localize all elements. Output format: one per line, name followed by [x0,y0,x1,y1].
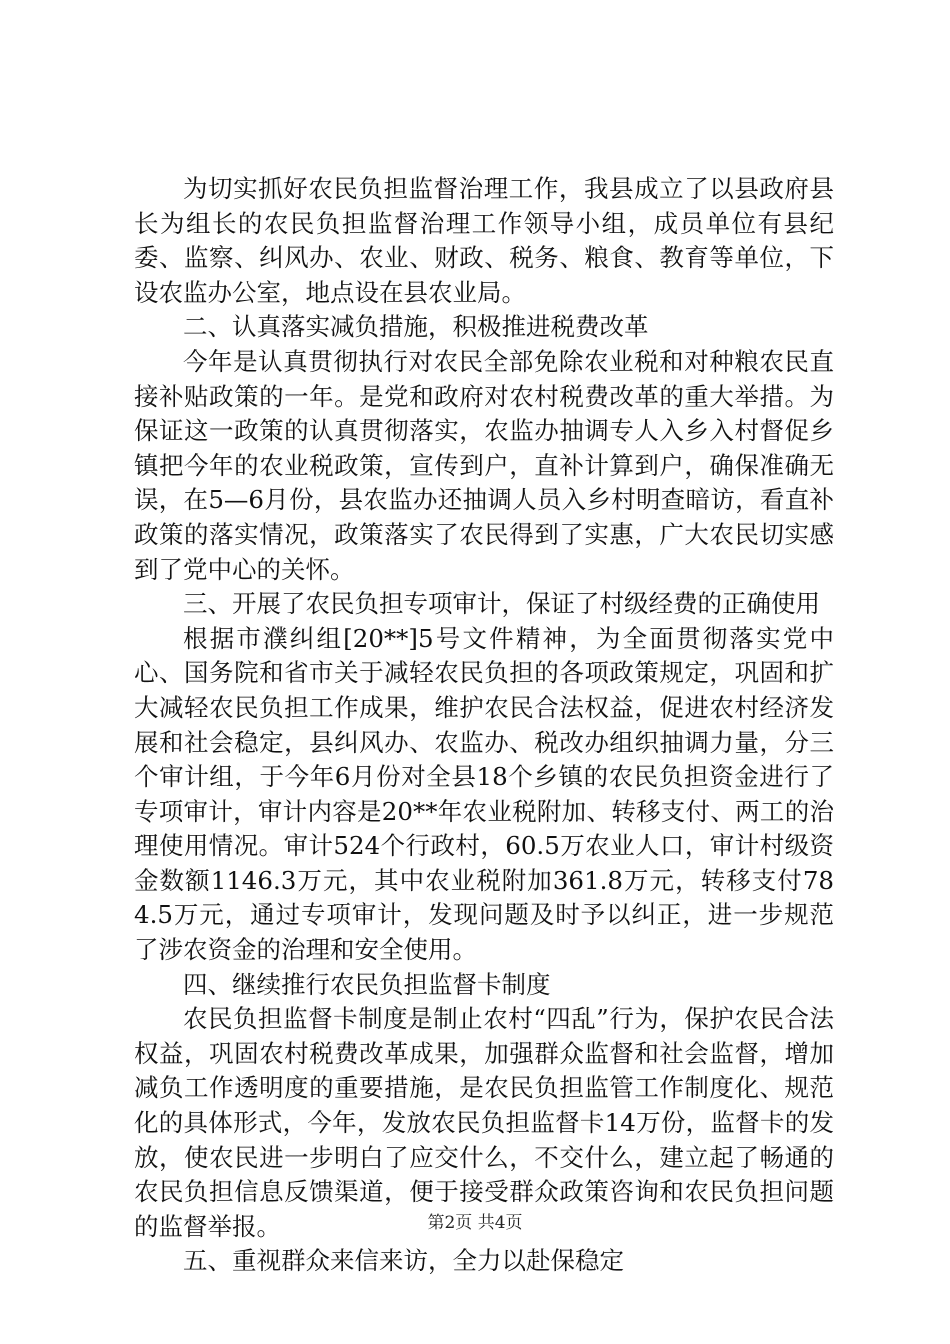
paragraph-leadership-group: 为切实抓好农民负担监督治理工作，我县成立了以县政府县长为组长的农民负担监督治理工作领导小组，成员单位有县纪委、监察、纠风办、农业、财政、税务、粮食、教育等单位，下设农监办公室，地点设在县农业局。 [134,174,834,307]
paragraph-supervision-card: 农民负担监督卡制度是制止农村“四乱”行为，保护农民合法权益，巩固农村税费改革成果，加强群众监督和社会监督，增加减负工作透明度的重要措施，是农民负担监管工作制度化、规范化的具体形式，今年，发放农民负担监督卡14万份，监督卡的发放，使农民进一步明白了应交什么，不交什么，建立起了畅通的农民负担信息反馈渠道，便于接受群众政策咨询和农民负担问题的监督举报。 [134,1004,834,1241]
section-heading-5: 五、重视群众来信来访，全力以赴保稳定 [183,1246,624,1276]
page-number-footer: 第2页 共4页 [427,1213,523,1233]
section-heading-3: 三、开展了农民负担专项审计，保证了村级经费的正确使用 [183,589,820,619]
document-body [134,172,834,1279]
paragraph-tax-reform: 今年是认真贯彻执行对农民全部免除农业税和对种粮农民直接补贴政策的一年。是党和政府对农村税费改革的重大举措。为保证这一政策的认真贯彻落实，农监办抽调专人入乡入村督促乡镇把今年的农业税政策，宣传到户，直补计算到户，确保准确无误，在5—6月份，县农监办还抽调人员入乡村明查暗访，看直补政策的落实情况，政策落实了农民得到了实惠，广大农民切实感到了党中心的关怀。 [134,346,834,584]
paragraph-special-audit: 根据市濮纠组[20**]5号文件精神，为全面贯彻落实党中心、国务院和省市关于减轻农民负担的各项政策规定，巩固和扩大减轻农民负担工作成果，维护农民合法权益，促进农村经济发展和社会稳定，县纠风办、农监办、税改办组织抽调力量，分三个审计组，于今年6月份对全县18个乡镇的农民负担资金进行了专项审计，审计内容是20**年农业税附加、转移支付、两工的治理使用情况。审计524个行政村，60.5万农业人口，审计村级资金数额1146.3万元，其中农业税附加361.8万元，转移支付784.5万元，通过专项审计，发现问题及时予以纠正，进一步规范了涉农资金的治理和安全使用。 [134,623,834,965]
section-heading-2: 二、认真落实减负措施，积极推进税费改革 [183,312,649,342]
section-heading-4: 四、继续推行农民负担监督卡制度 [183,969,551,999]
